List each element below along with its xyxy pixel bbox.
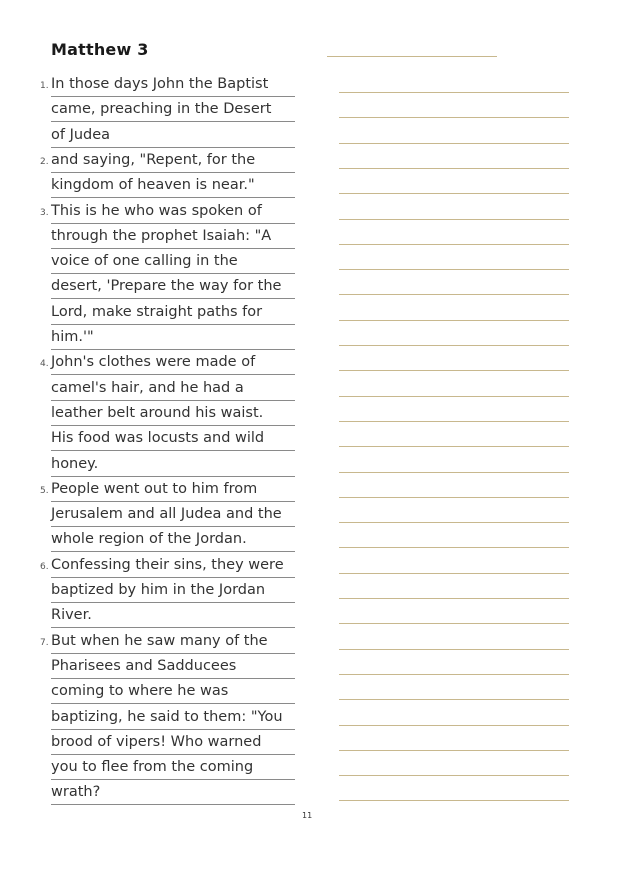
copy-writing-line [339, 294, 569, 295]
verse-line: came, preaching in the Desert [51, 98, 295, 122]
verse-line: River. [51, 604, 295, 628]
copy-writing-line [339, 396, 569, 397]
verse-line: Pharisees and Sadducees [51, 655, 295, 679]
verse-line: But when he saw many of the [51, 630, 295, 654]
verse-line: This is he who was spoken of [51, 200, 295, 224]
verse-number: 3. [40, 207, 49, 218]
copy-writing-line [339, 750, 569, 751]
verse-line: Confessing their sins, they were [51, 554, 295, 578]
page-number: 11 [302, 811, 313, 820]
verse-number: 2. [40, 156, 49, 167]
verse-line: His food was locusts and wild [51, 427, 295, 451]
copy-writing-line [339, 547, 569, 548]
copy-writing-line [339, 725, 569, 726]
copy-writing-line [339, 320, 569, 321]
copy-writing-line [339, 674, 569, 675]
copy-writing-line [339, 143, 569, 144]
copy-writing-line [339, 522, 569, 523]
verse-line: In those days John the Baptist [51, 73, 295, 97]
verse-number: 4. [40, 359, 49, 370]
verse-line: baptizing, he said to them: "You [51, 706, 295, 730]
copy-writing-line [339, 472, 569, 473]
verse-line: leather belt around his waist. [51, 402, 295, 426]
verse-line: coming to where he was [51, 680, 295, 704]
verse-line: through the prophet Isaiah: "A [51, 225, 295, 249]
verse-line: John's clothes were made of [51, 351, 295, 375]
copy-writing-line [339, 168, 569, 169]
verse-line: Lord, make straight paths for [51, 301, 295, 325]
verse-number: 7. [40, 637, 49, 648]
copy-writing-line [339, 497, 569, 498]
copy-writing-line [339, 421, 569, 422]
verse-number: 5. [40, 485, 49, 496]
verse-line: of Judea [51, 124, 295, 148]
copy-writing-line [339, 649, 569, 650]
copy-writing-line [339, 598, 569, 599]
copy-writing-line [339, 623, 569, 624]
verse-line: desert, 'Prepare the way for the [51, 275, 295, 299]
copy-writing-line [339, 800, 569, 801]
copy-writing-line [339, 573, 569, 574]
verse-line: honey. [51, 453, 295, 477]
verse-number: 1. [40, 81, 49, 91]
copy-writing-line [339, 775, 569, 776]
verse-line: People went out to him from [51, 478, 295, 502]
copy-writing-line [339, 345, 569, 346]
copy-writing-line [339, 92, 569, 93]
verse-line: you to flee from the coming [51, 756, 295, 780]
verse-line: him.'" [51, 326, 295, 350]
copy-writing-line [339, 446, 569, 447]
copy-writing-line [339, 370, 569, 371]
verse-line: voice of one calling in the [51, 250, 295, 274]
verse-line: camel's hair, and he had a [51, 377, 295, 401]
verse-line: brood of vipers! Who warned [51, 731, 295, 755]
verse-line: whole region of the Jordan. [51, 528, 295, 552]
copy-writing-line [339, 244, 569, 245]
copy-writing-line [339, 269, 569, 270]
copy-writing-line [339, 219, 569, 220]
copy-writing-line [339, 117, 569, 118]
verse-line: kingdom of heaven is near." [51, 174, 295, 198]
verse-line: wrath? [51, 781, 295, 805]
copy-writing-line [339, 699, 569, 700]
verse-number: 6. [40, 561, 49, 572]
verse-line: baptized by him in the Jordan [51, 579, 295, 603]
copy-writing-line [339, 193, 569, 194]
verse-line: and saying, "Repent, for the [51, 149, 295, 173]
verse-line: Jerusalem and all Judea and the [51, 503, 295, 527]
title-writing-line [327, 56, 497, 57]
page-title: Matthew 3 [51, 40, 149, 59]
